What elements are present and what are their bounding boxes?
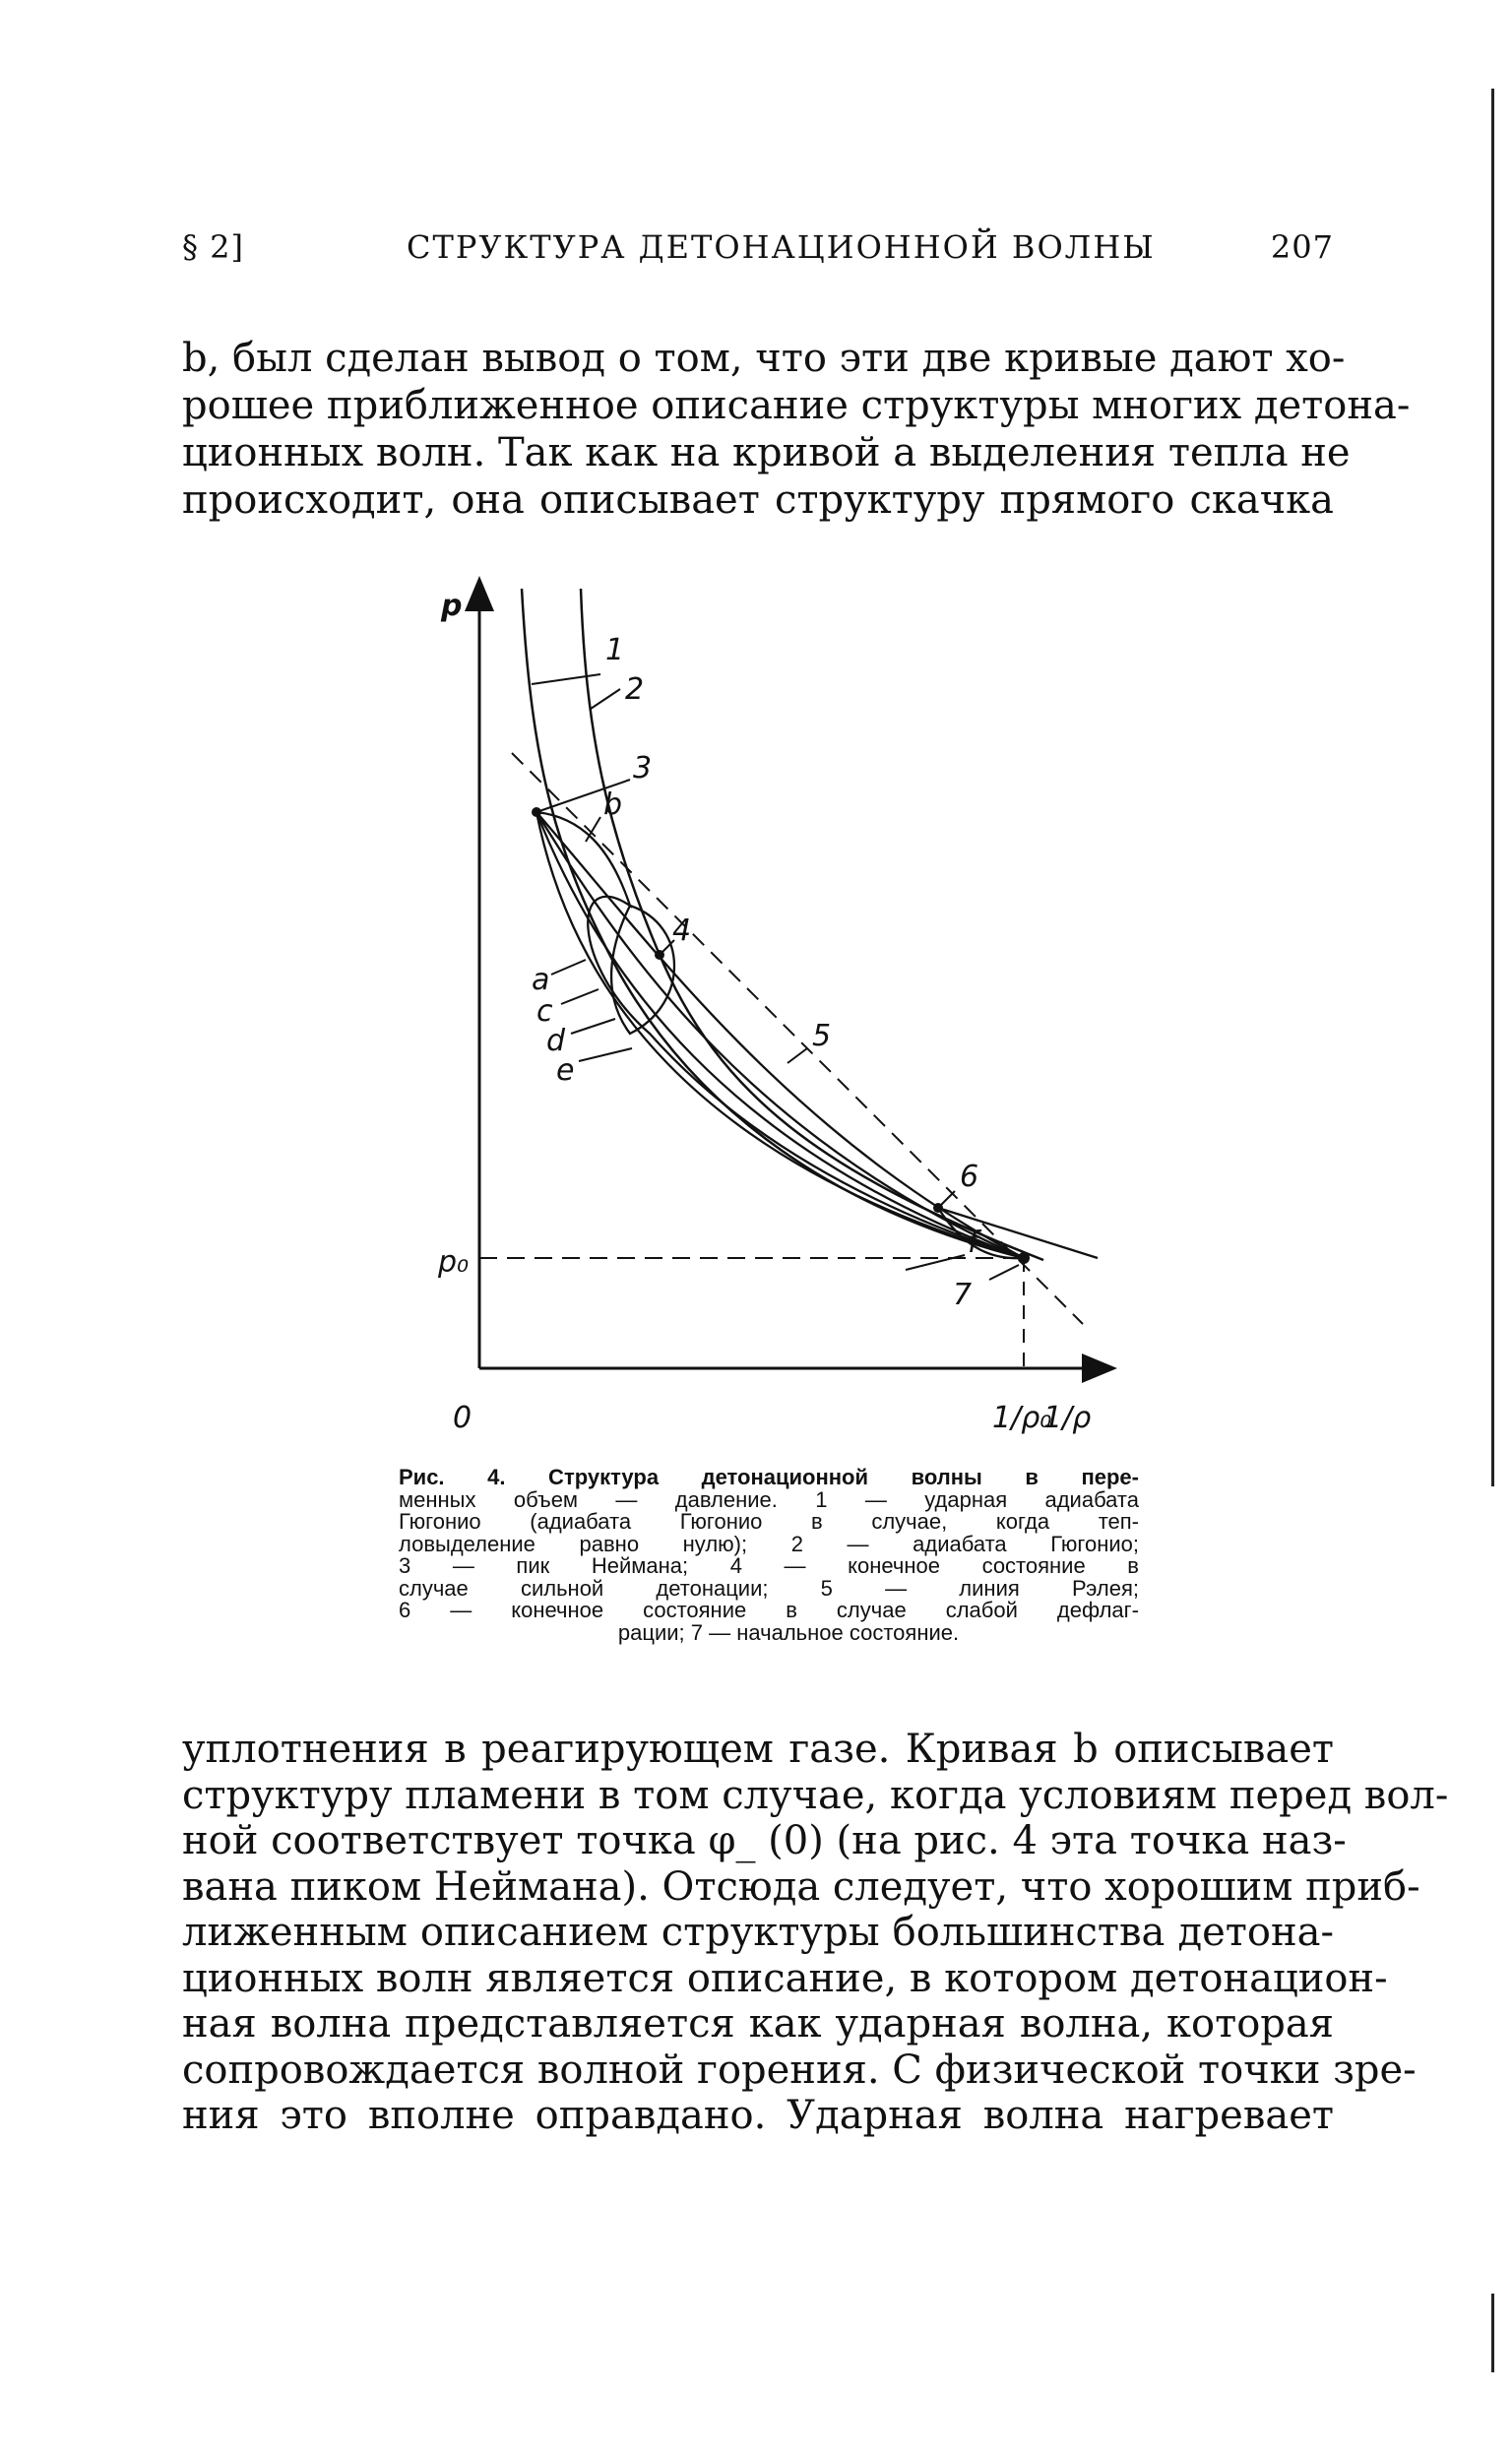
leader-a (551, 960, 586, 975)
label-point-3: 3 (633, 751, 653, 786)
leader-7 (989, 1265, 1019, 1280)
text-line: структуру пламени в том случае, когда условиям перед вол- (182, 1772, 1449, 1818)
p0-label: p₀ (438, 1245, 470, 1280)
figure-caption (399, 1467, 1139, 1644)
label-point-1: 1 (605, 633, 625, 667)
leader-c (561, 989, 598, 1004)
running-title: СТРУКТУРА ДЕТОНАЦИОННОЙ ВОЛНЫ (407, 228, 1156, 266)
leader-6 (938, 1191, 955, 1208)
curve-1-shock-adiabat (522, 589, 1024, 1258)
figure-svg (374, 571, 1122, 1437)
label-curve-c: c (536, 994, 553, 1029)
caption-line: случае сильной детонации; 5 — линия Рэлея; (399, 1575, 1139, 1601)
leader-5 (788, 1048, 807, 1063)
axis-x-label: 1/ρ (1043, 1401, 1092, 1435)
label-point-4: 4 (672, 914, 692, 948)
running-head (182, 228, 1334, 278)
section-number: § 2] (182, 228, 245, 266)
text-line: лиженным описанием структуры большинства детона- (182, 1910, 1334, 1955)
text-line: вана пиком Неймана). Отсюда следует, что хорошим приб- (182, 1863, 1420, 1910)
label-curve-b: b (603, 788, 623, 822)
caption-line: Рис. 4. Структура детонационной волны в пере- (399, 1465, 1139, 1489)
text-line: рошее приближенное описание структуры многих детона- (182, 383, 1411, 428)
axis-y-label: p (441, 589, 463, 623)
label-curve-a: a (532, 963, 550, 997)
inv-rho0-label: 1/ρ₀ (992, 1401, 1052, 1435)
text-line: ционных волн. Так как на кривой a выделения тепла не (182, 430, 1351, 475)
caption-line: 3 — пик Неймана; 4 — конечное состояние в (399, 1553, 1139, 1578)
text-line: ной соответствует точка φ_ (0) (на рис. 4 эта точка наз- (182, 1818, 1347, 1863)
text-line: ционных волн является описание, в котором детонацион- (182, 1955, 1388, 2001)
leader-2 (591, 689, 620, 709)
rayleigh-line (512, 753, 1083, 1324)
text-line: уплотнения в реагирующем газе. Кривая b описывает (182, 1727, 1334, 1772)
point-7-initial-state (1018, 1252, 1030, 1264)
text-line: сопровождается волной горения. С физической точки зре- (182, 2047, 1417, 2093)
caption-line: 6 — конечное состояние в случае слабой дефлаг- (399, 1598, 1139, 1622)
label-point-6: 6 (960, 1160, 979, 1194)
leader-e (579, 1048, 632, 1061)
text-line: ная волна представляется как ударная волна, которая (182, 2001, 1334, 2047)
label-point-7: 7 (953, 1278, 973, 1312)
detonation-wave-figure (374, 571, 1122, 1437)
scan-edge-line-lower (1491, 2294, 1494, 2372)
caption-line: менных объем — давление. 1 — ударная адиабата (399, 1486, 1139, 1512)
paragraph-bottom (182, 1727, 1449, 2139)
text-line: происходит, она описывает структуру прямого скачка (182, 477, 1334, 523)
label-curve-d: d (546, 1024, 566, 1058)
label-curve-e: e (556, 1053, 575, 1088)
leader-d (571, 1019, 615, 1034)
origin-label: 0 (453, 1401, 472, 1435)
label-curve-f: f (968, 1226, 978, 1260)
page-number: 207 (1270, 228, 1334, 266)
text-line: ния это вполне оправдано. Ударная волна нагревает (182, 2093, 1334, 2138)
caption-line: Гюгонио (адиабата Гюгонио в случае, когда теп- (399, 1509, 1139, 1534)
text-line: b, был сделан вывод о том, что эти две кривые дают хо- (182, 336, 1346, 381)
paragraph-top (182, 335, 1411, 524)
caption-line: рации; 7 — начальное состояние. (617, 1619, 960, 1645)
leader-1 (532, 674, 600, 684)
caption-line: ловыделение равно нулю); 2 — адиабата Гюгонио; (399, 1531, 1139, 1556)
label-point-5: 5 (812, 1019, 832, 1053)
label-point-2: 2 (625, 672, 645, 707)
scan-edge-line (1491, 89, 1494, 1486)
